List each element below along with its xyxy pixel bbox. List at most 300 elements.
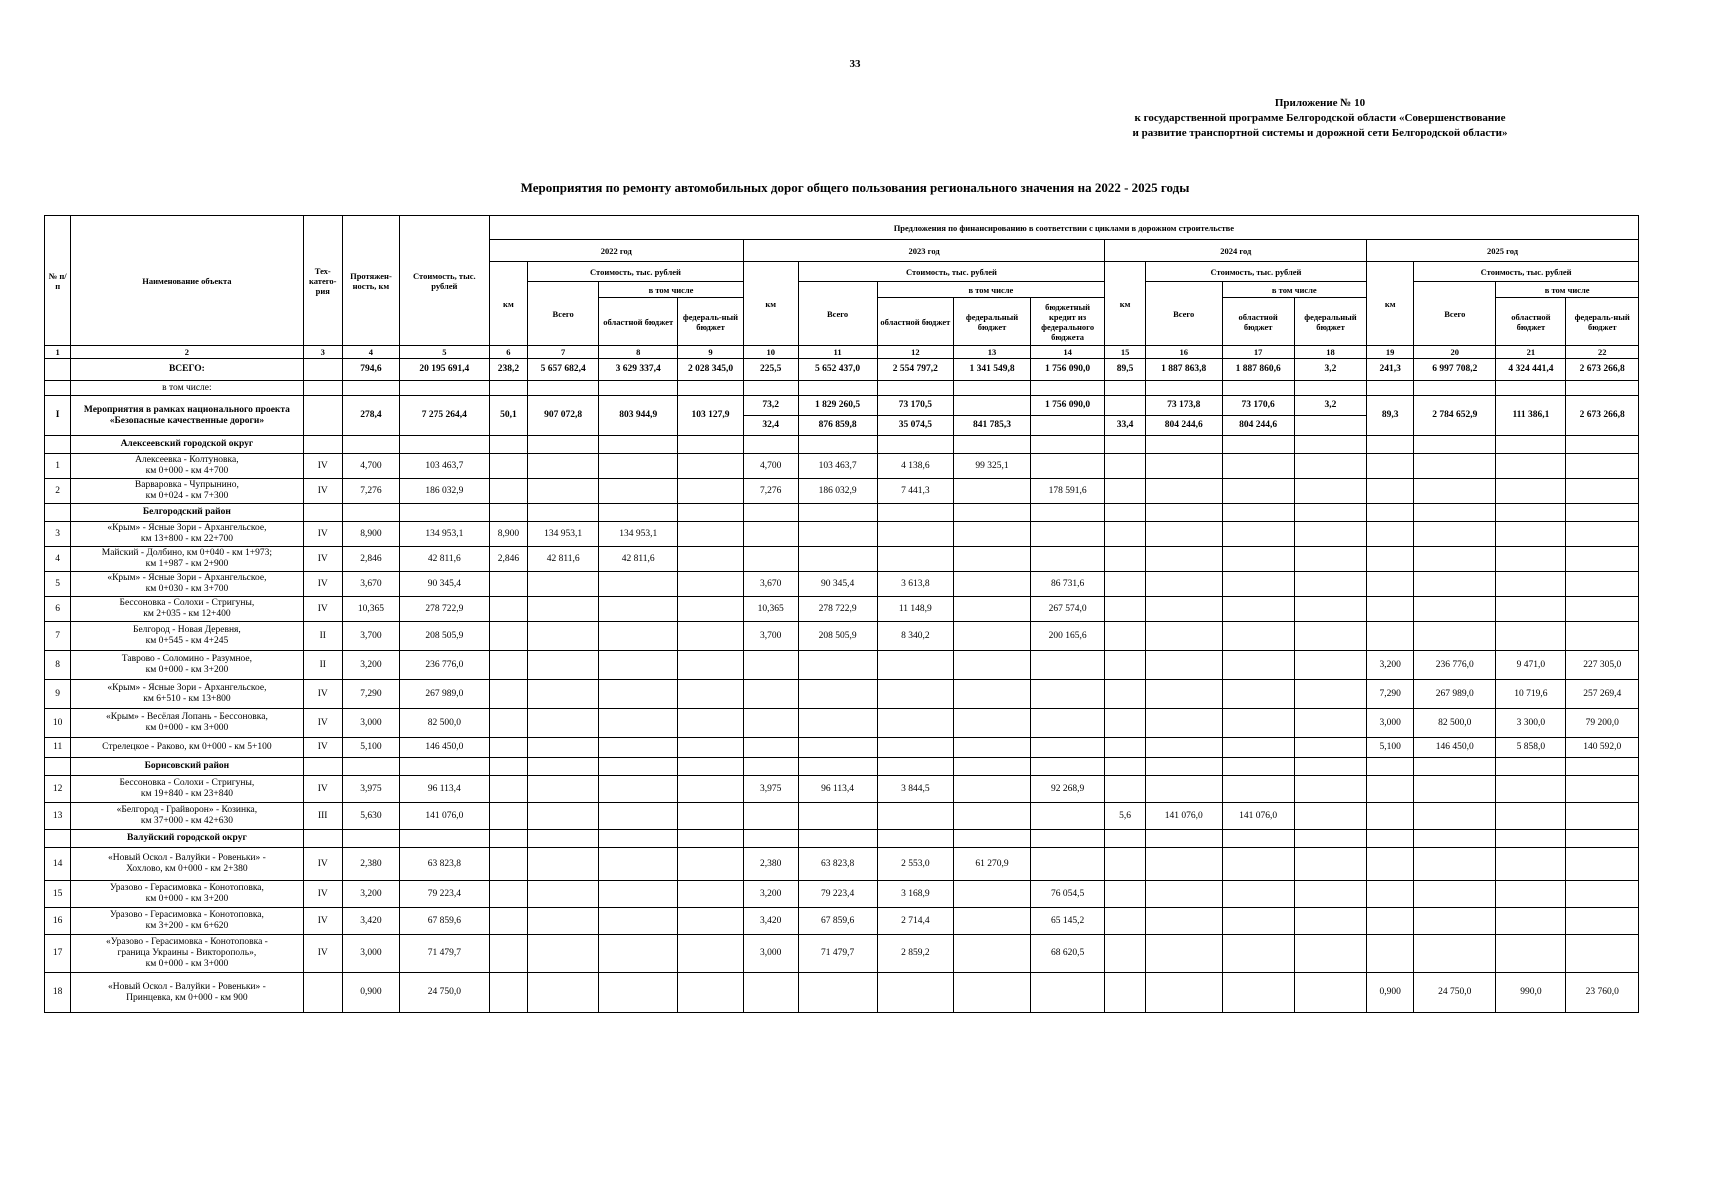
value-cell-col-21 <box>1496 803 1566 830</box>
value-cell-col-10 <box>743 651 798 680</box>
project-federal-2024b <box>1294 416 1366 436</box>
value-cell-col-20 <box>1414 908 1496 935</box>
row-number: 4 <box>45 547 71 572</box>
project-km-2024a <box>1105 396 1146 416</box>
value-cell-col-20: 82 500,0 <box>1414 709 1496 738</box>
value-cell-col-14: 92 268,9 <box>1030 776 1104 803</box>
value-cell-col-5: 63 823,8 <box>399 848 489 881</box>
value-cell-col-7 <box>528 479 599 504</box>
empty-cell <box>877 830 954 848</box>
value-cell-col-13 <box>954 803 1031 830</box>
value-cell-col-6 <box>489 454 527 479</box>
value-cell-col-5: 96 113,4 <box>399 776 489 803</box>
value-cell-col-11: 208 505,9 <box>798 622 877 651</box>
value-cell-col-15 <box>1105 572 1146 597</box>
header-federal-2025: федераль-ный бюджет <box>1566 298 1639 346</box>
column-number-1: 1 <box>45 346 71 359</box>
value-cell-col-22 <box>1566 572 1639 597</box>
project-regional-2024b: 804 244,6 <box>1222 416 1294 436</box>
value-cell-col-11: 278 722,9 <box>798 597 877 622</box>
value-cell-col-3: IV <box>303 454 342 479</box>
value-cell-col-21 <box>1496 547 1566 572</box>
value-cell-col-15: 5,6 <box>1105 803 1146 830</box>
empty-cell <box>1105 504 1146 522</box>
value-cell-col-8 <box>599 776 678 803</box>
table-row <box>45 572 1639 597</box>
value-cell-col-13 <box>954 479 1031 504</box>
value-cell-col-17 <box>1222 522 1294 547</box>
value-cell-col-13 <box>954 651 1031 680</box>
empty-cell <box>1496 758 1566 776</box>
empty-cell <box>489 436 527 454</box>
column-number-11: 11 <box>798 346 877 359</box>
header-credit-2023: бюджетный кредит из федерального бюджета <box>1030 298 1104 346</box>
value-cell-col-3: IV <box>303 479 342 504</box>
value-cell-col-6 <box>489 622 527 651</box>
empty-cell <box>743 830 798 848</box>
empty-cell <box>399 758 489 776</box>
value-cell-col-21 <box>1496 881 1566 908</box>
row-number: 11 <box>45 738 71 758</box>
value-cell-col-19 <box>1367 848 1414 881</box>
empty-cell <box>1294 504 1366 522</box>
value-cell-col-16 <box>1145 622 1222 651</box>
header-regional-2024: областной бюджет <box>1222 298 1294 346</box>
value-cell-col-4: 4,700 <box>342 454 399 479</box>
value-cell-col-13 <box>954 776 1031 803</box>
empty-cell <box>954 504 1031 522</box>
value-cell-col-4: 5,630 <box>342 803 399 830</box>
empty-cell <box>342 436 399 454</box>
header-regional-2022: областной бюджет <box>599 298 678 346</box>
value-cell-col-5: 24 750,0 <box>399 973 489 1013</box>
value-cell-col-19 <box>1367 908 1414 935</box>
district-number-cell <box>45 830 71 848</box>
value-cell-col-15 <box>1105 622 1146 651</box>
value-cell-col-18 <box>1294 848 1366 881</box>
column-number-12: 12 <box>877 346 954 359</box>
value-cell-col-21 <box>1496 572 1566 597</box>
value-cell-col-12 <box>877 680 954 709</box>
value-cell-col-8 <box>599 680 678 709</box>
object-name: «Крым» - Ясные Зори - Архангельское, км 0+030 - км 3+700 <box>71 572 303 597</box>
value-cell-col-6 <box>489 738 527 758</box>
column-number-8: 8 <box>599 346 678 359</box>
value-cell-col-16 <box>1145 454 1222 479</box>
value-cell-col-14 <box>1030 651 1104 680</box>
value-cell-col-9 <box>678 803 744 830</box>
value-cell-col-8 <box>599 709 678 738</box>
value-cell-col-3: III <box>303 803 342 830</box>
object-name: Таврово - Соломино - Разумное, км 0+000 - км 3+200 <box>71 651 303 680</box>
row-number: 7 <box>45 622 71 651</box>
value-cell-col-13 <box>954 908 1031 935</box>
project-regional-2024a: 73 170,6 <box>1222 396 1294 416</box>
header-km-2022: км <box>489 262 527 346</box>
column-numbers-row <box>45 346 1639 359</box>
value-cell-col-18 <box>1294 479 1366 504</box>
value-cell-col-4: 0,900 <box>342 973 399 1013</box>
value-cell-col-8 <box>599 881 678 908</box>
value-cell-col-20 <box>1414 881 1496 908</box>
value-cell-col-7 <box>528 935 599 973</box>
value-cell-col-13 <box>954 973 1031 1013</box>
project-row-1 <box>45 396 1639 416</box>
empty-cell <box>303 830 342 848</box>
empty-cell <box>954 758 1031 776</box>
document-title: Мероприятия по ремонту автомобильных дорог общего пользования регионального значения на 2022 - 2025 годы <box>520 180 1190 195</box>
column-number-20: 20 <box>1414 346 1496 359</box>
empty-cell <box>399 830 489 848</box>
object-name: «Уразово - Герасимовка - Конотоповка - граница Украины - Викторополь», км 0+000 - км 3+000 <box>71 935 303 973</box>
value-cell-col-11 <box>798 547 877 572</box>
value-cell-col-4: 8,900 <box>342 522 399 547</box>
value-cell-col-13 <box>954 881 1031 908</box>
value-cell-col-17 <box>1222 776 1294 803</box>
object-name: Майский - Долбино, км 0+040 - км 1+973; км 1+987 - км 2+900 <box>71 547 303 572</box>
table-row <box>45 776 1639 803</box>
value-cell-col-18 <box>1294 709 1366 738</box>
column-number-9: 9 <box>678 346 744 359</box>
value-cell-col-12: 3 168,9 <box>877 881 954 908</box>
empty-cell <box>678 436 744 454</box>
value-cell-col-3: IV <box>303 709 342 738</box>
row-number: 18 <box>45 973 71 1013</box>
project-km-2023a: 73,2 <box>743 396 798 416</box>
empty-cell <box>1145 436 1222 454</box>
value-cell-col-22 <box>1566 881 1639 908</box>
empty-cell <box>342 830 399 848</box>
empty-cell <box>954 830 1031 848</box>
value-cell-col-22 <box>1566 522 1639 547</box>
object-name: Варваровка - Чупрынино, км 0+024 - км 7+300 <box>71 479 303 504</box>
value-cell-col-16 <box>1145 908 1222 935</box>
value-cell-col-13: 61 270,9 <box>954 848 1031 881</box>
total-cell-20: 6 997 708,2 <box>1414 359 1496 381</box>
value-cell-col-16: 141 076,0 <box>1145 803 1222 830</box>
table-row <box>45 709 1639 738</box>
empty-cell <box>798 436 877 454</box>
value-cell-col-8 <box>599 738 678 758</box>
column-number-19: 19 <box>1367 346 1414 359</box>
value-cell-col-21: 10 719,6 <box>1496 680 1566 709</box>
value-cell-col-8 <box>599 803 678 830</box>
value-cell-col-8 <box>599 935 678 973</box>
value-cell-col-9 <box>678 651 744 680</box>
value-cell-col-20: 24 750,0 <box>1414 973 1496 1013</box>
object-name: Бессоновка - Солохи - Стригуны, км 2+035 - км 12+400 <box>71 597 303 622</box>
district-row <box>45 504 1639 522</box>
value-cell-col-21: 9 471,0 <box>1496 651 1566 680</box>
value-cell-col-21: 990,0 <box>1496 973 1566 1013</box>
value-cell-col-3: IV <box>303 848 342 881</box>
value-cell-col-7 <box>528 622 599 651</box>
value-cell-col-5: 67 859,6 <box>399 908 489 935</box>
project-km-2025: 89,3 <box>1367 396 1414 436</box>
value-cell-col-15 <box>1105 479 1146 504</box>
value-cell-col-20: 236 776,0 <box>1414 651 1496 680</box>
value-cell-col-22 <box>1566 848 1639 881</box>
value-cell-col-12: 3 844,5 <box>877 776 954 803</box>
value-cell-col-7 <box>528 738 599 758</box>
table-row <box>45 908 1639 935</box>
value-cell-col-4: 3,000 <box>342 935 399 973</box>
value-cell-col-13 <box>954 597 1031 622</box>
value-cell-col-17 <box>1222 973 1294 1013</box>
value-cell-col-19 <box>1367 479 1414 504</box>
value-cell-col-3: IV <box>303 572 342 597</box>
value-cell-col-3: IV <box>303 547 342 572</box>
header-cost-2023: Стоимость, тыс. рублей <box>798 262 1105 282</box>
total-cell-14: 1 756 090,0 <box>1030 359 1104 381</box>
header-incl-2023: в том числе <box>877 282 1105 298</box>
empty-cell <box>877 758 954 776</box>
value-cell-col-4: 3,420 <box>342 908 399 935</box>
value-cell-col-18 <box>1294 522 1366 547</box>
value-cell-col-7 <box>528 651 599 680</box>
value-cell-col-18 <box>1294 547 1366 572</box>
empty-cell <box>303 504 342 522</box>
empty-cell <box>528 758 599 776</box>
value-cell-col-17: 141 076,0 <box>1222 803 1294 830</box>
total-cell-5: 20 195 691,4 <box>399 359 489 381</box>
value-cell-col-20 <box>1414 479 1496 504</box>
total-cell-22: 2 673 266,8 <box>1566 359 1639 381</box>
value-cell-col-9 <box>678 848 744 881</box>
empty-cell <box>399 504 489 522</box>
including-row <box>45 381 1639 396</box>
value-cell-col-20 <box>1414 572 1496 597</box>
value-cell-col-6 <box>489 908 527 935</box>
value-cell-col-22: 140 592,0 <box>1566 738 1639 758</box>
total-cell-15: 89,5 <box>1105 359 1146 381</box>
header-incl-2024: в том числе <box>1222 282 1367 298</box>
value-cell-col-10: 4,700 <box>743 454 798 479</box>
value-cell-col-10 <box>743 547 798 572</box>
value-cell-col-15 <box>1105 738 1146 758</box>
value-cell-col-8 <box>599 908 678 935</box>
value-cell-col-19 <box>1367 622 1414 651</box>
value-cell-col-22: 79 200,0 <box>1566 709 1639 738</box>
value-cell-col-18 <box>1294 454 1366 479</box>
value-cell-col-11 <box>798 803 877 830</box>
value-cell-col-20 <box>1414 547 1496 572</box>
empty-cell <box>1222 504 1294 522</box>
value-cell-col-15 <box>1105 848 1146 881</box>
value-cell-col-21: 3 300,0 <box>1496 709 1566 738</box>
empty-cell <box>1030 758 1104 776</box>
empty-cell <box>678 758 744 776</box>
value-cell-col-16 <box>1145 776 1222 803</box>
value-cell-col-9 <box>678 738 744 758</box>
value-cell-col-8 <box>599 597 678 622</box>
value-cell-col-16 <box>1145 973 1222 1013</box>
value-cell-col-4: 3,200 <box>342 651 399 680</box>
value-cell-col-14: 178 591,6 <box>1030 479 1104 504</box>
value-cell-col-7 <box>528 881 599 908</box>
header-category: Тех-катего-рия <box>303 216 342 346</box>
empty-cell <box>342 758 399 776</box>
row-number: 1 <box>45 454 71 479</box>
column-number-13: 13 <box>954 346 1031 359</box>
value-cell-col-14 <box>1030 973 1104 1013</box>
value-cell-col-5: 79 223,4 <box>399 881 489 908</box>
table-row <box>45 738 1639 758</box>
value-cell-col-11: 67 859,6 <box>798 908 877 935</box>
value-cell-col-12: 2 553,0 <box>877 848 954 881</box>
project-total-2023a: 1 829 260,5 <box>798 396 877 416</box>
value-cell-col-19: 0,900 <box>1367 973 1414 1013</box>
value-cell-col-4: 2,380 <box>342 848 399 881</box>
total-cell-3 <box>303 359 342 381</box>
total-row <box>45 359 1639 381</box>
value-cell-col-14: 86 731,6 <box>1030 572 1104 597</box>
value-cell-col-4: 3,700 <box>342 622 399 651</box>
value-cell-col-14 <box>1030 738 1104 758</box>
value-cell-col-21 <box>1496 522 1566 547</box>
value-cell-col-5: 236 776,0 <box>399 651 489 680</box>
value-cell-col-11: 96 113,4 <box>798 776 877 803</box>
value-cell-col-22 <box>1566 622 1639 651</box>
column-number-2: 2 <box>71 346 303 359</box>
column-number-5: 5 <box>399 346 489 359</box>
value-cell-col-11 <box>798 709 877 738</box>
value-cell-col-19 <box>1367 803 1414 830</box>
project-km-2022: 50,1 <box>489 396 527 436</box>
empty-cell <box>1030 830 1104 848</box>
value-cell-col-12 <box>877 803 954 830</box>
project-km-2024b: 33,4 <box>1105 416 1146 436</box>
value-cell-col-19: 3,000 <box>1367 709 1414 738</box>
table-row <box>45 848 1639 881</box>
value-cell-col-21 <box>1496 479 1566 504</box>
value-cell-col-4: 7,276 <box>342 479 399 504</box>
value-cell-col-19 <box>1367 881 1414 908</box>
value-cell-col-9 <box>678 572 744 597</box>
value-cell-col-21 <box>1496 776 1566 803</box>
value-cell-col-3: IV <box>303 776 342 803</box>
value-cell-col-8 <box>599 572 678 597</box>
value-cell-col-9 <box>678 597 744 622</box>
value-cell-col-10: 3,000 <box>743 935 798 973</box>
district-label: Борисовский район <box>71 758 303 776</box>
value-cell-col-14: 76 054,5 <box>1030 881 1104 908</box>
value-cell-col-8 <box>599 479 678 504</box>
value-cell-col-14: 65 145,2 <box>1030 908 1104 935</box>
value-cell-col-10 <box>743 522 798 547</box>
value-cell-col-15 <box>1105 908 1146 935</box>
header-year-2024: 2024 год <box>1105 240 1367 262</box>
table-row <box>45 547 1639 572</box>
table-row <box>45 454 1639 479</box>
value-cell-col-16 <box>1145 848 1222 881</box>
value-cell-col-9 <box>678 680 744 709</box>
value-cell-col-14 <box>1030 680 1104 709</box>
value-cell-col-18 <box>1294 651 1366 680</box>
value-cell-col-3: IV <box>303 522 342 547</box>
empty-cell <box>1105 830 1146 848</box>
empty-cell <box>1145 504 1222 522</box>
value-cell-col-18 <box>1294 680 1366 709</box>
value-cell-col-21 <box>1496 908 1566 935</box>
object-name: Уразово - Герасимовка - Конотоповка, км 0+000 - км 3+200 <box>71 881 303 908</box>
project-label: Мероприятия в рамках национального проекта «Безопасные качественные дороги» <box>71 396 303 436</box>
value-cell-col-10: 3,700 <box>743 622 798 651</box>
value-cell-col-15 <box>1105 935 1146 973</box>
value-cell-col-11 <box>798 522 877 547</box>
empty-cell <box>877 436 954 454</box>
value-cell-col-11: 79 223,4 <box>798 881 877 908</box>
empty-cell <box>678 504 744 522</box>
value-cell-col-18 <box>1294 622 1366 651</box>
project-total-2025: 2 784 652,9 <box>1414 396 1496 436</box>
empty-cell <box>1222 830 1294 848</box>
table-row <box>45 803 1639 830</box>
value-cell-col-15 <box>1105 454 1146 479</box>
row-number: 12 <box>45 776 71 803</box>
district-row <box>45 830 1639 848</box>
value-cell-col-13 <box>954 522 1031 547</box>
total-cell-19: 241,3 <box>1367 359 1414 381</box>
value-cell-col-10: 10,365 <box>743 597 798 622</box>
value-cell-col-11: 186 032,9 <box>798 479 877 504</box>
value-cell-col-6 <box>489 776 527 803</box>
value-cell-col-14: 68 620,5 <box>1030 935 1104 973</box>
value-cell-col-18 <box>1294 935 1366 973</box>
header-incl-2022: в том числе <box>599 282 744 298</box>
header-cost-2025: Стоимость, тыс. рублей <box>1414 262 1639 282</box>
empty-cell <box>1367 758 1414 776</box>
value-cell-col-8 <box>599 454 678 479</box>
header-km-2024: км <box>1105 262 1146 346</box>
total-cell-17: 1 887 860,6 <box>1222 359 1294 381</box>
total-cell-21: 4 324 441,4 <box>1496 359 1566 381</box>
empty-cell <box>1030 436 1104 454</box>
column-number-4: 4 <box>342 346 399 359</box>
project-regional-2025: 111 386,1 <box>1496 396 1566 436</box>
district-number-cell <box>45 758 71 776</box>
value-cell-col-5: 278 722,9 <box>399 597 489 622</box>
header-total-2022: Всего <box>528 282 599 346</box>
value-cell-col-13 <box>954 738 1031 758</box>
value-cell-col-20 <box>1414 622 1496 651</box>
value-cell-col-4: 3,200 <box>342 881 399 908</box>
value-cell-col-22: 23 760,0 <box>1566 973 1639 1013</box>
value-cell-col-17 <box>1222 680 1294 709</box>
value-cell-col-12: 2 859,2 <box>877 935 954 973</box>
value-cell-col-22 <box>1566 776 1639 803</box>
value-cell-col-4: 2,846 <box>342 547 399 572</box>
value-cell-col-21: 5 858,0 <box>1496 738 1566 758</box>
value-cell-col-5: 208 505,9 <box>399 622 489 651</box>
value-cell-col-9 <box>678 547 744 572</box>
value-cell-col-16 <box>1145 738 1222 758</box>
project-number: I <box>45 396 71 436</box>
total-cell-12: 2 554 797,2 <box>877 359 954 381</box>
value-cell-col-9 <box>678 776 744 803</box>
value-cell-col-17 <box>1222 622 1294 651</box>
value-cell-col-10: 3,975 <box>743 776 798 803</box>
value-cell-col-12 <box>877 651 954 680</box>
value-cell-col-5: 141 076,0 <box>399 803 489 830</box>
value-cell-col-4: 3,670 <box>342 572 399 597</box>
project-federal-2024a: 3,2 <box>1294 396 1366 416</box>
empty-cell <box>1294 436 1366 454</box>
header-total-2025: Всего <box>1414 282 1496 346</box>
value-cell-col-11 <box>798 973 877 1013</box>
value-cell-col-10 <box>743 973 798 1013</box>
value-cell-col-3: IV <box>303 908 342 935</box>
